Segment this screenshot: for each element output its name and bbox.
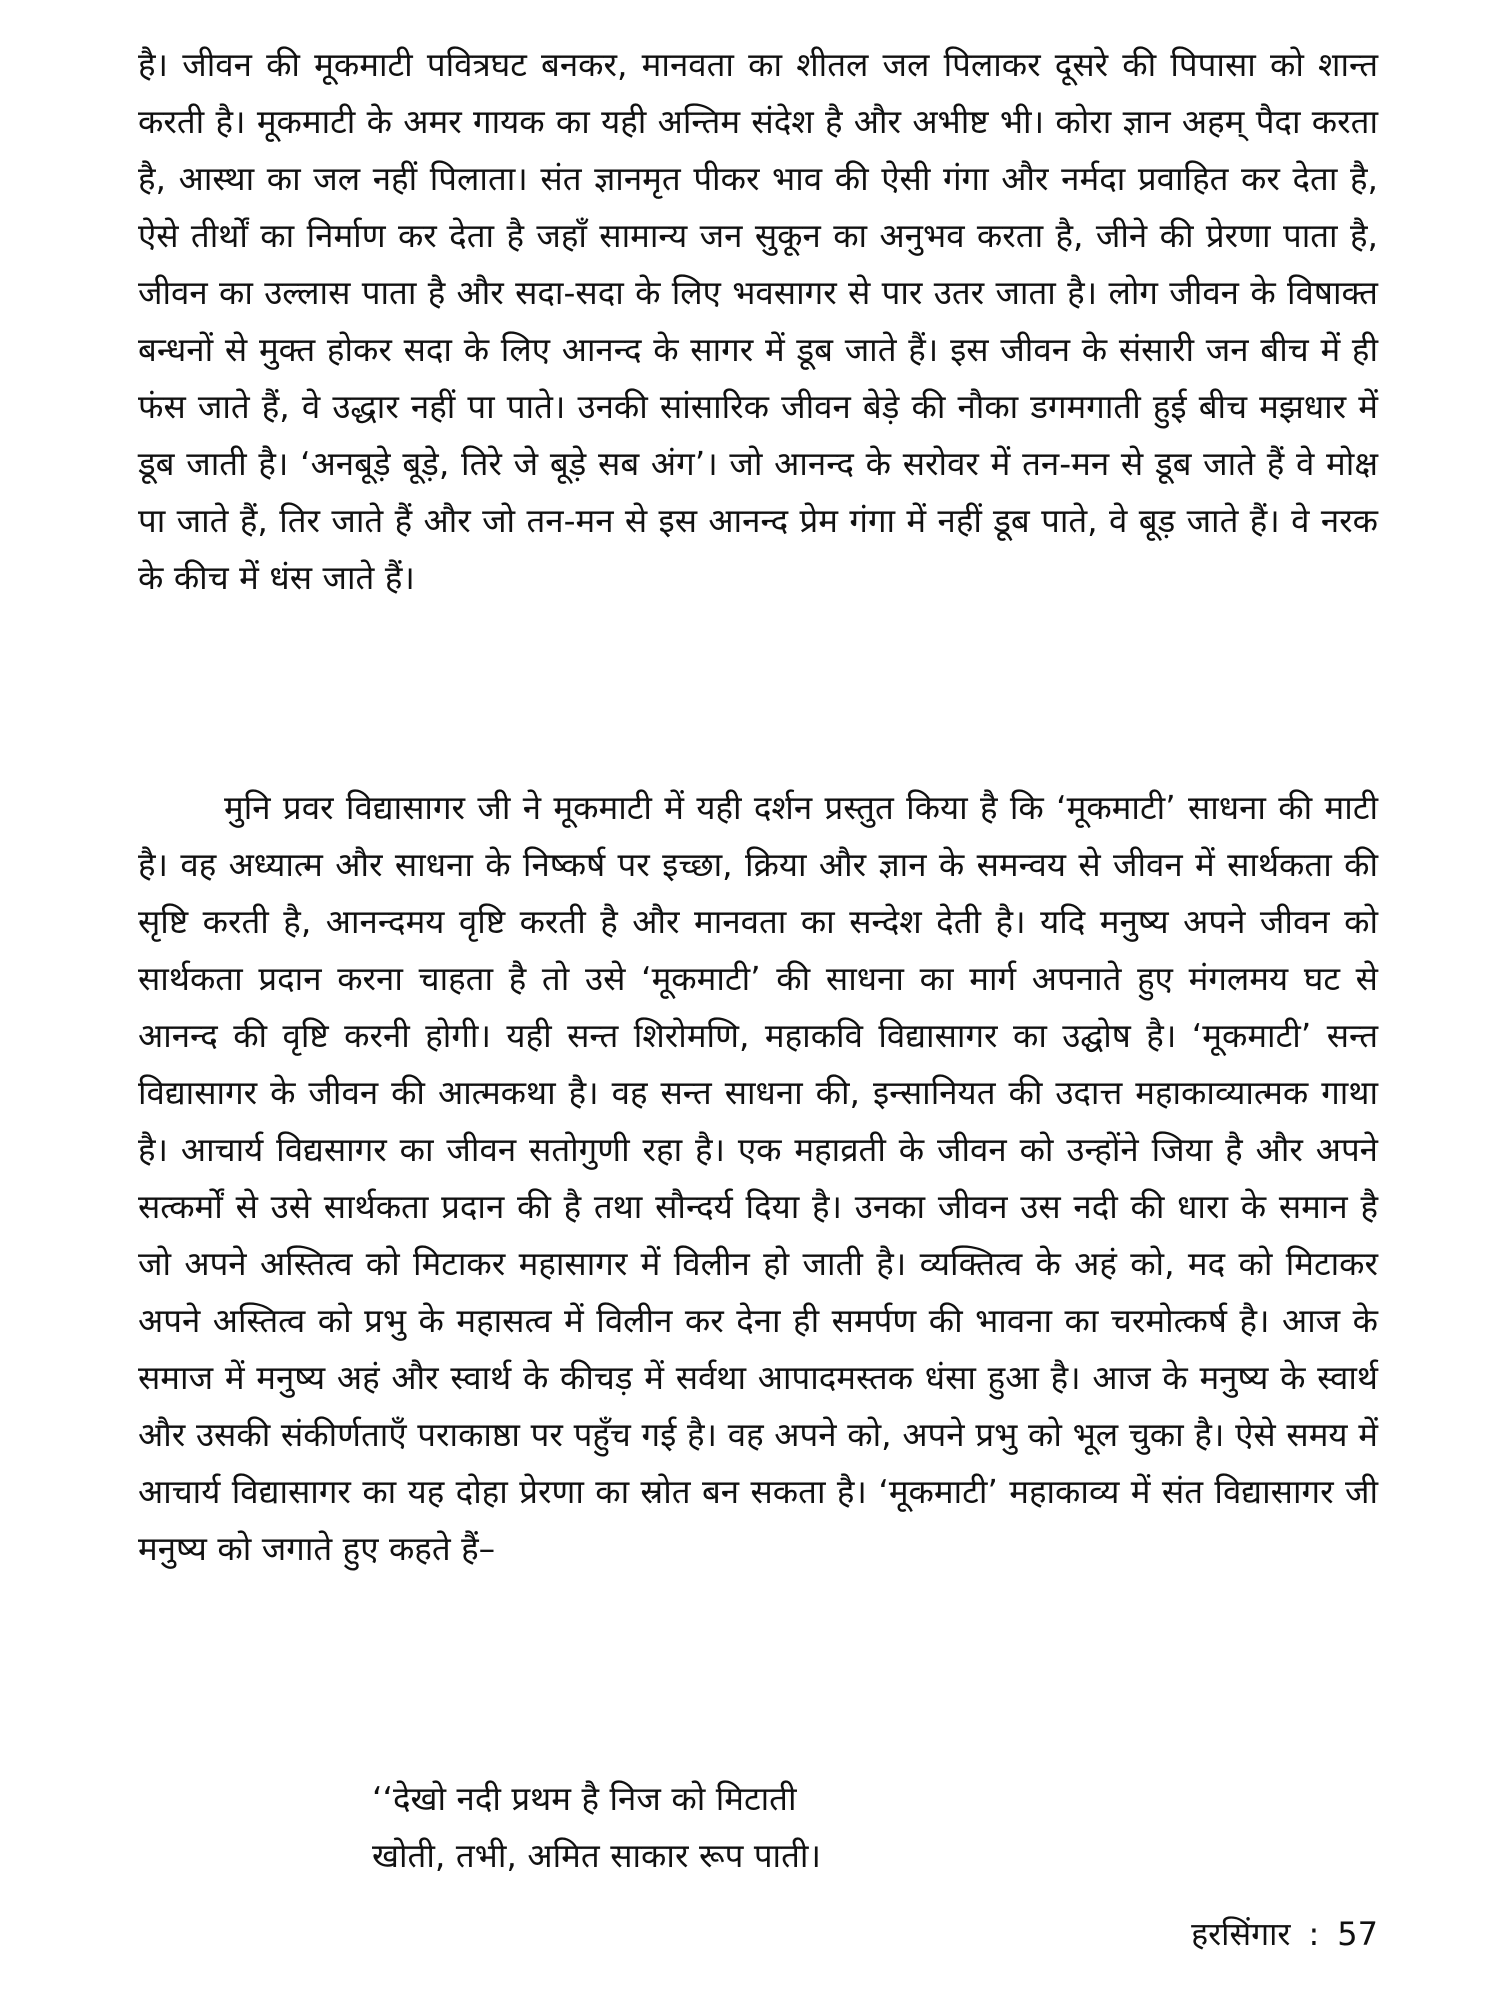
book-title: हरसिंगार <box>1191 1915 1291 1953</box>
page-number: 57 <box>1337 1915 1378 1953</box>
body-paragraph-2: मुनि प्रवर विद्यासागर जी ने मूकमाटी में यही दर्शन प्रस्तुत किया है कि ‘मूकमाटी’ साधना की माटी है। वह अध्यात्म और साधना के निष्कर्ष पर इच्छा, क्रिया और ज्ञान के समन्वय से जीवन में सार्थकता की सृष्टि करती है, आनन्दमय वृष्टि करती है और मानवता का सन्देश देती है। यदि मनुष्य अपने जीवन को सार्थकता प्रदान करना चाहता है तो उसे ‘मूकमाटी’ की साधना का मार्ग अपनाते हुए मंगलमय घट से आनन्द की वृष्टि करनी होगी। यही सन्त शिरोमणि, महाकवि विद्यासागर का उद्घोष है। ‘मूकमाटी’ सन्त विद्यासागर के जीवन की आत्मकथा है। वह सन्त साधना की, इन्सानियत की उदात्त महाकाव्यात्मक गाथा है। आचार्य विद्यसागर का जीवन सतोगुणी रहा है। एक महाव्रती के जीवन को उन्होंने जिया है और अपने सत्कर्मों से उसे सार्थकता प्रदान की है तथा सौन्दर्य दिया है। उनका जीवन उस नदी की धारा के समान है जो अपने अस्तित्व को मिटाकर महासागर में विलीन हो जाती है। व्यक्तित्व के अहं को, मद को मिटाकर अपने अस्तित्व को प्रभु के महासत्व में विलीन कर देना ही समर्पण की भावना का चरमोत्कर्ष है। आज के समाज में मनुष्य अहं और स्वार्थ के कीचड़ में सर्वथा आपादमस्तक धंसा हुआ है। आज के मनुष्य के स्वार्थ और उसकी संकीर्णताएँ पराकाष्ठा पर पहुँच गई है। वह अपने को, अपने प्रभु को भूल चुका है। ऐसे समय में आचार्य विद्यासागर का यह दोहा प्रेरणा का स्रोत बन सकता है। ‘मूकमाटी’ महाकाव्य में संत विद्यासागर जी मनुष्य को जगाते हुए कहते हैं– <box>138 788 1379 1568</box>
footer-separator: : <box>1308 1915 1320 1953</box>
page-footer <box>1191 1910 1378 1958</box>
verse-quote <box>372 1770 1272 1884</box>
verse-line-2: खोती, तभी, अमित साकार रूप पाती। <box>372 1836 821 1875</box>
verse-line-1: ‘‘देखो नदी प्रथम है निज को मिटाती <box>372 1779 797 1818</box>
body-paragraph-1: है। जीवन की मूकमाटी पवित्रघट बनकर, मानवता का शीतल जल पिलाकर दूसरे की पिपासा को शान्त करती है। मूकमाटी के अमर गायक का यही अन्तिम संदेश है और अभीष्ट भी। कोरा ज्ञान अहम् पैदा करता है, आस्था का जल नहीं पिलाता। संत ज्ञानमृत पीकर भाव की ऐसी गंगा और नर्मदा प्रवाहित कर देता है, ऐसे तीर्थों का निर्माण कर देता है जहाँ सामान्य जन सुकून का अनुभव करता है, जीने की प्रेरणा पाता है, जीवन का उल्लास पाता है और सदा-सदा के लिए भवसागर से पार उतर जाता है। लोग जीवन के विषाक्त बन्धनों से मुक्त होकर सदा के लिए आनन्द के सागर में डूब जाते हैं। इस जीवन के संसारी जन बीच में ही फंस जाते हैं, वे उद्धार नहीं पा पाते। उनकी सांसारिक जीवन बेड़े की नौका डगमगाती हुई बीच मझधार में डूब जाती है। ‘अनबूड़े बूड़े, तिरे जे बूड़े सब अंग’। जो आनन्द के सरोवर में तन-मन से डूब जाते हैं वे मोक्ष पा जाते हैं, तिर जाते हैं और जो तन-मन से इस आनन्द प्रेम गंगा में नहीं डूब पाते, वे बूड़ जाते हैं। वे नरक के कीच में धंस जाते हैं। <box>138 45 1378 597</box>
